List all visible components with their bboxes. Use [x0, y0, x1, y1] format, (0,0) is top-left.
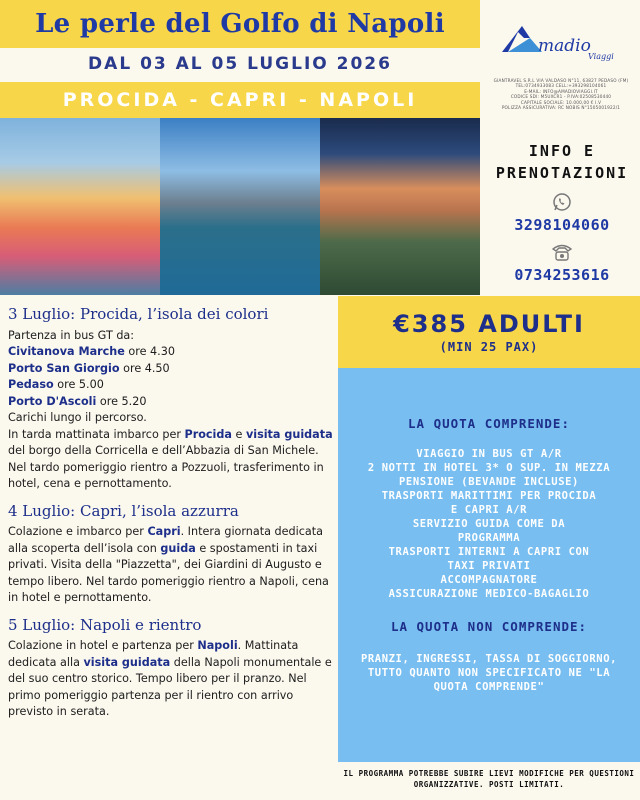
day-2 — [8, 503, 338, 607]
includes-item: 2 NOTTI IN HOTEL 3* O SUP. IN MEZZA — [367, 462, 611, 474]
company-line: TEL:0734933083 CELL:+393298104061 — [515, 83, 607, 89]
departure-stop: Porto San Giorgio ore 4.50 — [8, 361, 170, 375]
includes-title: LA QUOTA COMPRENDE: — [408, 416, 570, 431]
procida-photo — [0, 118, 160, 295]
departure-stop: Pedaso ore 5.00 — [8, 378, 104, 391]
day-3-title: 5 Luglio: Napoli e rientro — [8, 615, 202, 634]
includes-item: VIAGGIO IN BUS GT A/R — [416, 448, 562, 460]
price-amount: €385 ADULTI — [393, 310, 585, 338]
title-band — [0, 0, 480, 48]
destinations: PROCIDA - CAPRI - NAPOLI — [62, 89, 418, 111]
mobile-number[interactable]: 3298104060 — [514, 216, 610, 234]
company-line: CODICE SDI: M5UXCR1 - P.IVA:02508530440 — [510, 94, 612, 100]
agency-logo — [486, 6, 636, 118]
price-box — [338, 296, 640, 368]
day-3-text: Colazione in hotel e partenza per Napoli. Mattinata dedicata alla visita guidata della Napoli monumentale e del suo centro storico. Tempo libero per il pranzo. Nel primo pomeriggio partenza per il rientro con arrivo previsto in serata. — [8, 639, 332, 718]
photo-strip — [0, 118, 480, 295]
company-line: GIANTRAVEL S.R.L VIA VALDASO N°11, 63827 PEDASO (FM) — [493, 78, 629, 83]
includes-item: TRASPORTI INTERNI A CAPRI CON — [388, 546, 590, 558]
capri-photo — [160, 118, 320, 295]
includes-item: TRASPORTI MARITTIMI PER PROCIDA — [381, 490, 597, 502]
includes-list — [338, 447, 640, 601]
telephone-icon — [551, 242, 573, 262]
company-line: E-MAIL: INFO@AMADIOVIAGGI.IT — [524, 88, 598, 94]
pickup-note: Carichi lungo il percorso. — [8, 411, 147, 424]
footnote: IL PROGRAMMA POTREBBE SUBIRE LIEVI MODIFICHE PER QUESTIONI ORGANIZZATIVE. POSTI LIMITATI. — [343, 769, 635, 789]
logo-sub: Viaggi — [588, 52, 614, 61]
info-title-line1: INFO E — [528, 142, 596, 160]
company-line: CAPITALE SOCIALE: 10.000,00 € I.V — [520, 99, 602, 105]
destinations-band — [0, 82, 480, 118]
company-details — [486, 78, 636, 110]
contact-info — [488, 140, 636, 284]
includes-item: ASSICURAZIONE MEDICO-BAGAGLIO — [388, 588, 590, 600]
napoli-photo — [320, 118, 480, 295]
includes-item: PENSIONE (BEVANDE INCLUSE) — [399, 476, 579, 488]
day-2-text: Colazione e imbarco per Capri. Intera giornata dedicata alla scoperta dell’isola con guida e spostamenti in taxi privati. Visita della "Piazzetta", dei Giardini di Augusto e tempo libero. Nel tardo pomeriggio rientro a Napoli, cena in hotel e pernottamento. — [8, 525, 329, 604]
landline-number[interactable]: 0734253616 — [514, 266, 610, 284]
departure-stop: Civitanova Marche ore 4.30 — [8, 345, 175, 358]
includes-item: SERVIZIO GUIDA COME DA — [412, 518, 566, 530]
includes-item: E CAPRI A/R — [450, 504, 528, 516]
quota-box — [338, 368, 640, 762]
whatsapp-icon — [552, 192, 572, 212]
day-1-title: 3 Luglio: Procida, l’isola dei colori — [8, 305, 269, 323]
day-1-text: In tarda mattinata imbarco per Procida e visita guidata del borgo della Corricella e dell’Abbazia di San Michele. Nel tardo pomeriggio rientro a Pozzuoli, trasferimento in hotel, cena e pernottamento. — [8, 427, 333, 490]
day-3 — [8, 617, 338, 721]
includes-item: PROGRAMMA — [457, 532, 521, 544]
info-title-line2: PRENOTAZIONI — [495, 164, 629, 182]
departure-intro: Partenza in bus GT da: — [8, 328, 135, 342]
price-note: (MIN 25 PAX) — [439, 340, 539, 354]
trip-dates: DAL 03 AL 05 LUGLIO 2026 — [88, 54, 392, 74]
day-1 — [8, 306, 338, 493]
includes-item: TAXI PRIVATI — [447, 560, 531, 572]
itinerary — [8, 306, 338, 731]
departure-stop: Porto D'Ascoli ore 5.20 — [8, 394, 147, 408]
excludes-title: LA QUOTA NON COMPRENDE: — [390, 619, 588, 634]
excludes-text: PRANZI, INGRESSI, TASSA DI SOGGIORNO, TUTTO QUANTO NON SPECIFICATO NE "LA QUOTA COMPRENDE" — [360, 653, 618, 693]
company-line: POLIZZA ASSICURATIVA: RC NOBIS N°1505001922/1 — [501, 105, 621, 111]
includes-item: ACCOMPAGNATORE — [440, 574, 538, 586]
day-2-title: 4 Luglio: Capri, l’isola azzurra — [8, 501, 239, 520]
logo-brand: madio — [538, 36, 591, 56]
page-title: Le perle del Golfo di Napoli — [35, 9, 445, 39]
